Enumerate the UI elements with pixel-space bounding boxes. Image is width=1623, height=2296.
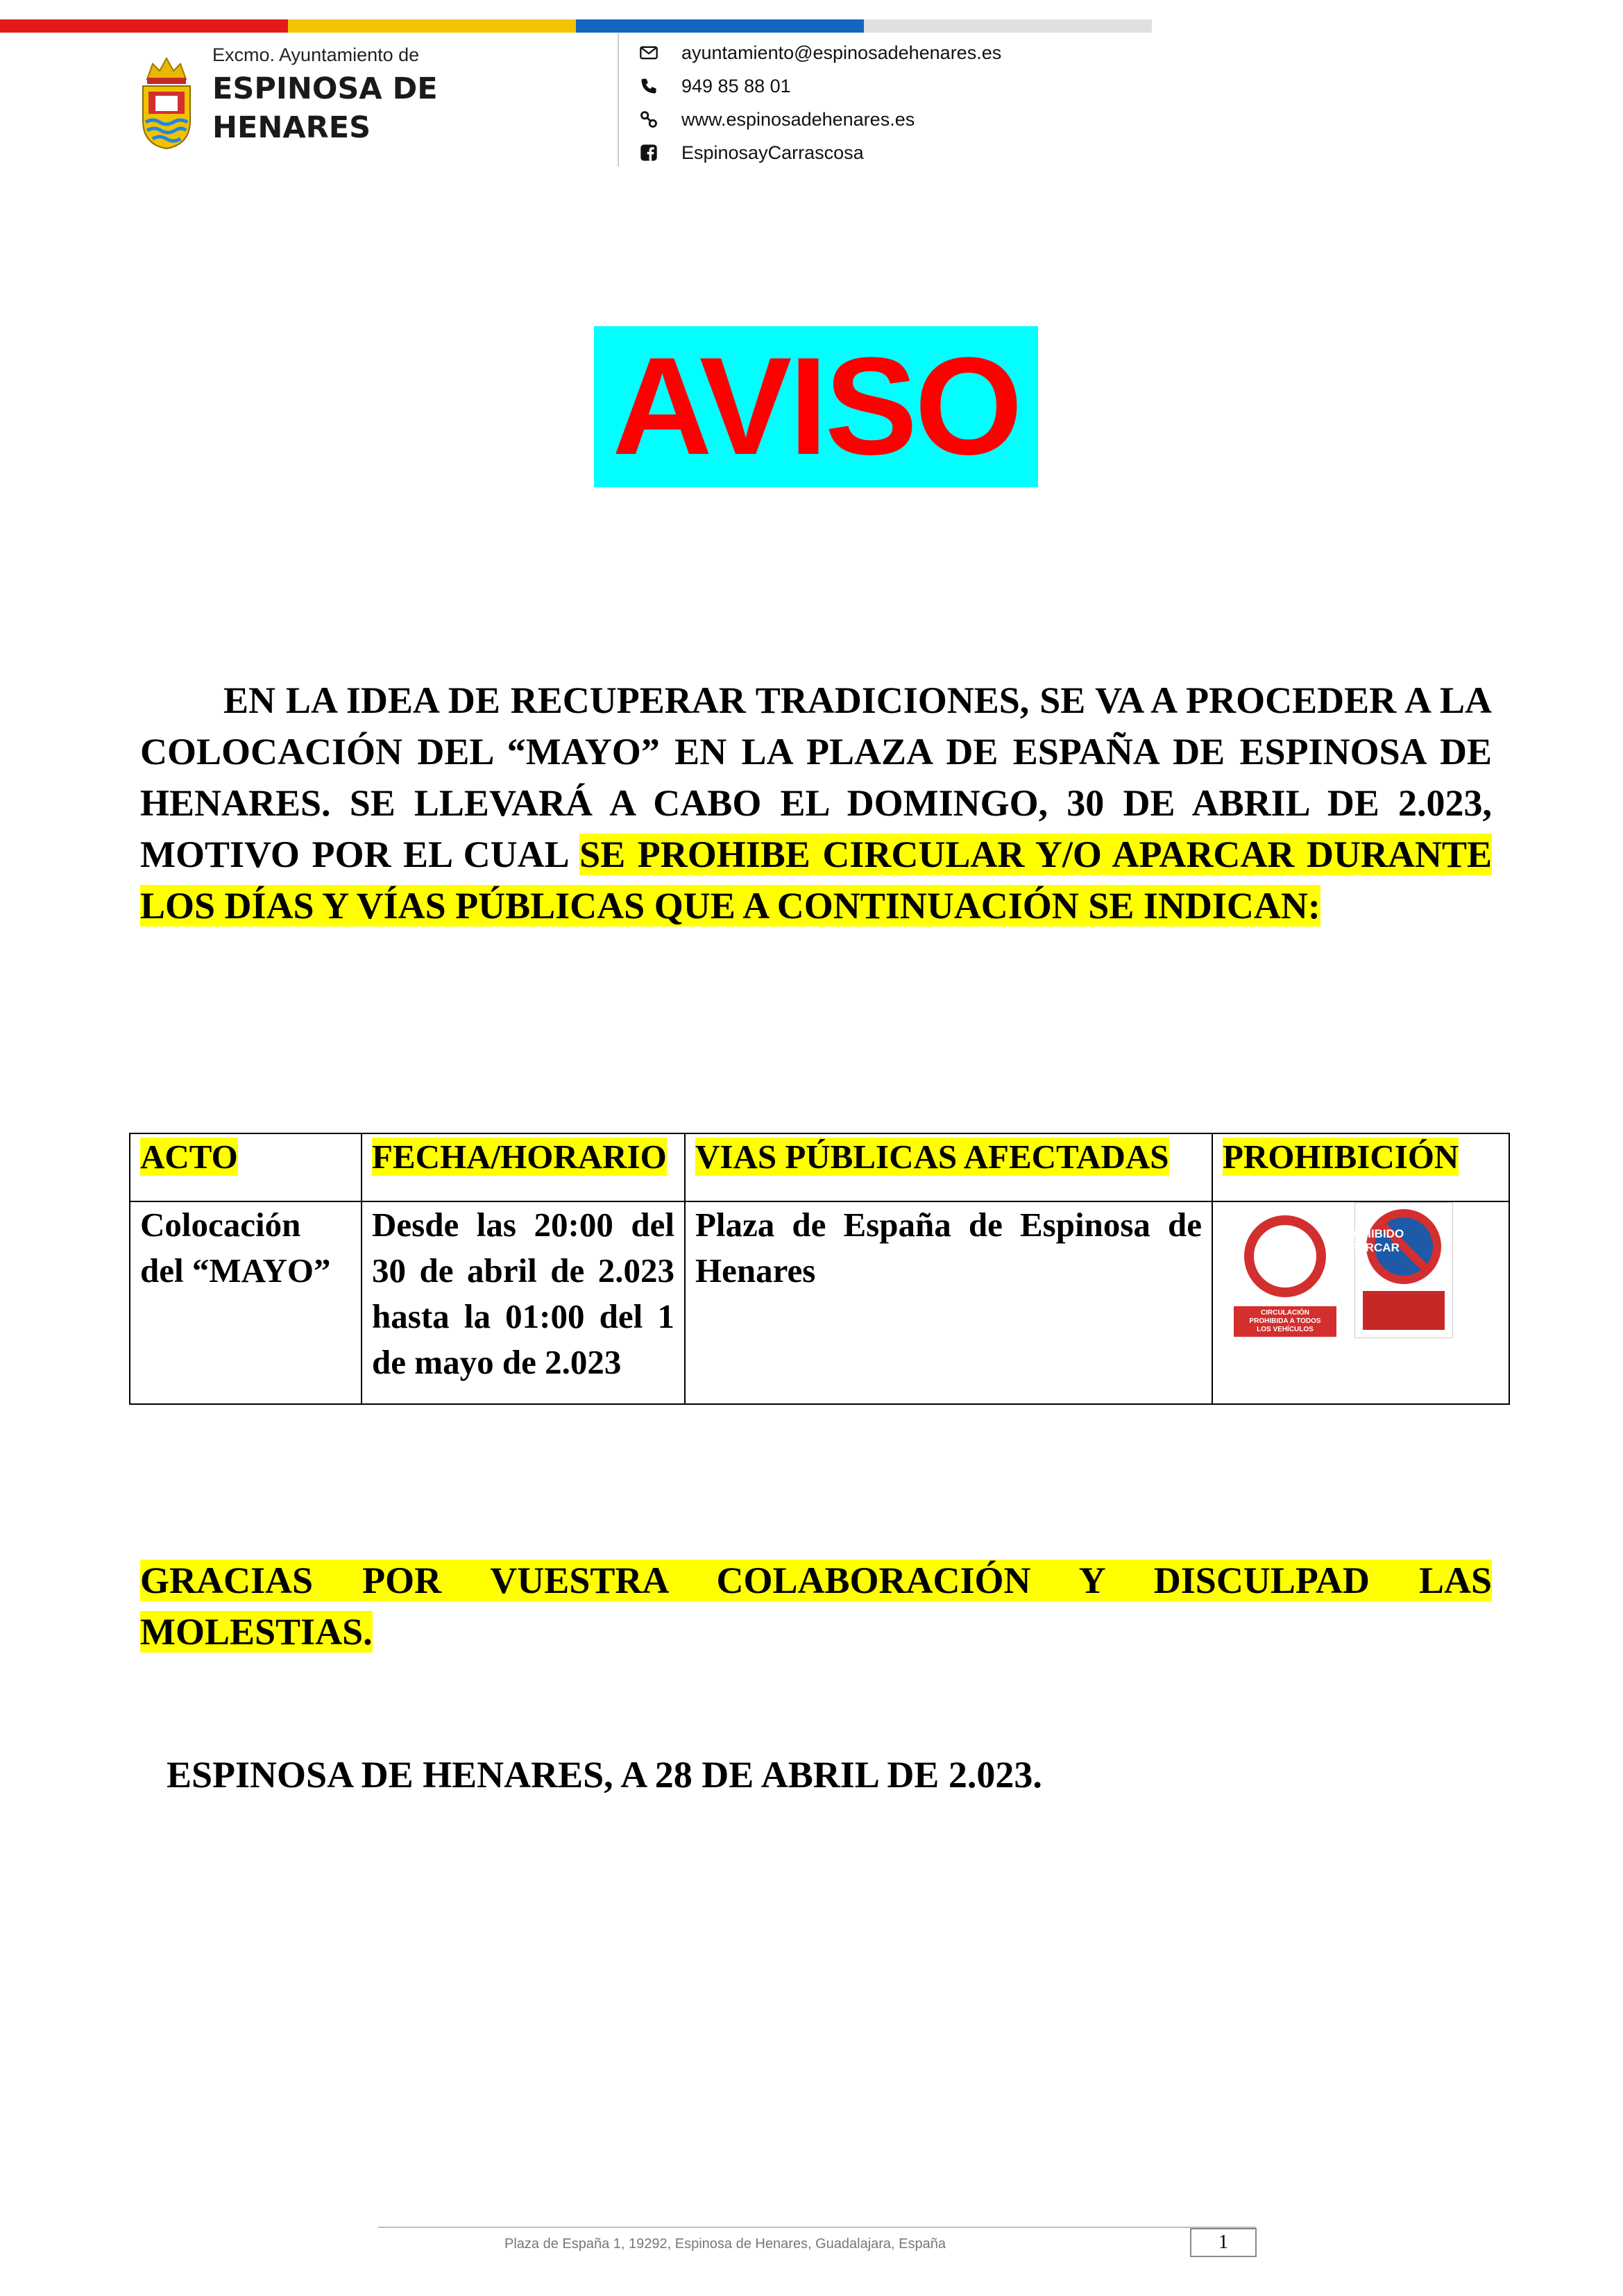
cell-acto: Colocación del “MAYO” [130,1201,362,1404]
phone-icon [638,76,659,96]
bar-yellow [288,19,576,33]
mail-icon [638,42,659,63]
footer-line [378,2227,1256,2228]
table-header-row [130,1133,1509,1201]
contact-email[interactable] [638,36,1001,69]
page-number: 1 [1190,2228,1257,2257]
contact-list [638,36,1001,169]
header-fecha: FECHA/HORARIO [362,1133,685,1201]
thanks-text: GRACIAS POR VUESTRA COLABORACIÓN Y DISCULPAD LAS MOLESTIAS. [140,1560,1492,1653]
contact-phone[interactable] [638,69,1001,103]
org-prefix: Excmo. Ayuntamiento de [212,44,420,65]
cell-fecha: Desde las 20:00 del 30 de abril de 2.023 hasta la 01:00 del 1 de mayo de 2.023 [362,1201,685,1404]
footer-address: Plaza de España 1, 19292, Espinosa de Henares, Guadalajara, España [504,2236,946,2252]
prohibition-signs [1223,1202,1499,1341]
header-color-bar [0,19,1152,33]
notice-prohibition-text: SE PROHIBE CIRCULAR Y/O APARCAR DURANTE LOS DÍAS Y VÍAS PÚBLICAS QUE A CONTINUACIÓN SE INDICAN: [140,834,1492,927]
facebook-text: EspinosayCarrascosa [681,142,864,163]
aviso-banner [594,326,1038,487]
web-text: www.espinosadehenares.es [681,108,915,130]
thanks-message [140,1555,1492,1657]
no-parking-sign-label: PROHIBIDO APARCAR [1336,1227,1404,1254]
contact-web[interactable] [638,103,1001,136]
notice-text: EN LA IDEA DE RECUPERAR TRADICIONES, SE VA A PROCEDER A LA COLOCACIÓN DEL “MAYO” EN LA PLAZA DE ESPAÑA DE ESPINOSA DE HENARES. SE LLEVARÁ A CABO EL DOMINGO, 30 DE ABRIL DE 2.023, MOTIVO POR EL CUAL [140,679,1492,875]
table-row [130,1201,1509,1404]
svg-text:PROHIBIDA A TODOS: PROHIBIDA A TODOS [1249,1317,1321,1325]
coat-of-arms-logo [137,51,196,150]
contact-facebook[interactable] [638,136,1001,169]
org-name-line1: ESPINOSA DE [212,71,438,106]
no-parking-sign-icon [1354,1202,1453,1338]
aviso-title: AVISO [612,329,1020,484]
no-vehicles-sign-icon [1223,1202,1348,1341]
org-name-line2: HENARES [212,110,371,145]
header-acto: ACTO [130,1133,362,1201]
cell-vias: Plaza de España de Espinosa de Henares [685,1201,1212,1404]
header-divider [618,33,619,167]
facebook-icon [638,142,659,163]
org-name [212,69,438,147]
bar-red [0,19,288,33]
svg-text:LOS VEHÍCULOS: LOS VEHÍCULOS [1257,1326,1314,1333]
link-icon [638,109,659,130]
signature-date: ESPINOSA DE HENARES, A 28 DE ABRIL DE 2.023. [167,1754,1042,1796]
schedule-table [129,1133,1510,1405]
phone-text: 949 85 88 01 [681,75,791,96]
email-text: ayuntamiento@espinosadehenares.es [681,42,1002,63]
notice-paragraph [140,675,1492,931]
svg-text:CIRCULACIÓN: CIRCULACIÓN [1261,1309,1309,1317]
bar-blue [576,19,864,33]
header-prohibicion: PROHIBICIÓN [1212,1133,1509,1201]
bar-grey [864,19,1152,33]
header-vias: VIAS PÚBLICAS AFECTADAS [685,1133,1212,1201]
